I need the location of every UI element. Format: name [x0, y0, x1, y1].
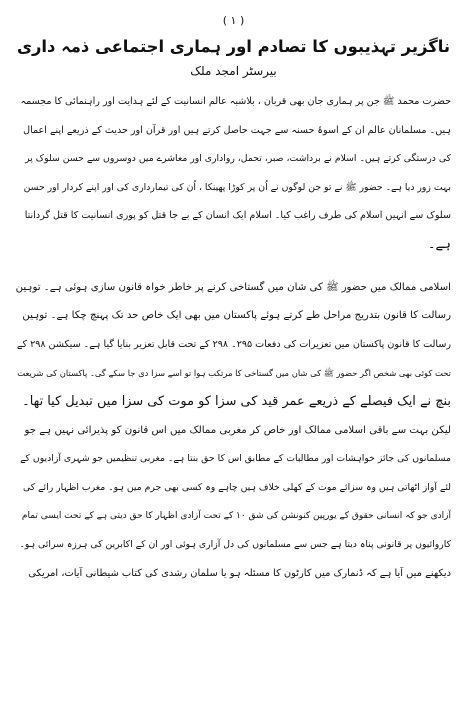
text-line: لئے آواز اٹھاتی ہیں وہ سزائے موت کے کھلی خلاف ہیں چاہے وہ کسی بھی جرم میں ہو۔ مغرب اظہار رائے کی — [22, 481, 451, 493]
text-line: مسلمانوں کی جائز خواہشات اور مطالبات کے مطابق اس کا حق بنتا ہے۔ مغربی تنظیمیں جو شہری آزادیوں کے — [20, 453, 451, 465]
text-line: کی درستگی کرتے ہیں۔ اسلام نے برداشت، صبر، تحمل، رواداری اور معاشرے میں دوسروں سے حسن سلوک پر — [25, 153, 451, 165]
author-name: بیرسٹر امجد ملک — [190, 64, 277, 78]
text-line: رسالت کا قانون پاکستان میں تعزیرات کی دفعات ۲۹۵۔ ۲۹۸ کے تحت قابل تعزیر بنایا گیا ہے۔ سیکشن ۲۹۸ کے — [16, 338, 451, 350]
text-line: دیکھنے میں آیا ہے کہ ڈنمارک میں کارٹون کا مسئلہ ہو یا سلمان رشدی کی کتاب شیطانی آیات، امریکی — [28, 567, 451, 579]
paragraph-1 — [16, 88, 451, 260]
page-number: ( ١ ) — [222, 14, 245, 27]
text-line: اسلامی ممالک میں حضور ﷺ کی شان میں گستاخی کرنے پر خاطر خواہ قانون سازی ہوئی ہے۔ توہین — [16, 281, 451, 293]
paragraph-3 — [16, 417, 451, 589]
text-line: کاروائیوں پر قانونی پناہ دیتا ہے جس سے مسلمانوں کی دل آزاری ہوئی اور ان کے اکابرین کی ہرزہ سرائی ہو۔ — [19, 538, 451, 550]
paragraph-2 — [16, 274, 451, 417]
text-line: سلوک سے انہیں اسلام کی طرف راغب کیا۔ اسلام ایک انسان کے بے جا قتل کو پوری انسانیت کا قتل گردانتا — [24, 210, 451, 222]
paragraph-gap — [16, 260, 451, 274]
text-line: رسالت کا قانون بتدریج مراحل طے کرتے ہوئے پاکستان میں بھی ایک خاص حد تک پہنچ چکا ہے۔ توہین — [22, 310, 451, 322]
text-line: حضرت محمد ﷺ جن پر ہماری جان بھی قربان ، بلاشبہ عالم انسانیت کے لئے ہدایت اور راہنمائی کا مجسمہ — [20, 96, 451, 107]
text-line: ہیں۔ مسلمانان عالم ان کے اسوۂ حسنہ سے جہت حاصل کرتے ہیں اور قرآن اور حدیث کے ذریعے اپنے اعمال — [23, 124, 451, 136]
text-line: بنچ نے ایک فیصلے کے ذریعے عمر قید کی سزا کو موت کی سزا میں تبدیل کیا تھا۔ — [22, 393, 451, 409]
text-line: لیکن بہت سے باقی اسلامی ممالک اور خاص کر مغربی ممالک میں اس قانون کو پذیرائی نہیں ہے جو — [24, 424, 451, 436]
text-line: آزادی جو کہ انسانی حقوق کے یورپین کنونشن کی شق ۱۰ کے تحت آزادی اظہار کا حق دیتی ہے کے تحت ایسی تمام — [21, 511, 451, 522]
text-line: تحت کوئی بھی شخص اگر حضور ﷺ کی شان میں گستاخی کا مرتکب ہوا تو اسے سزا دی جا سکے گی۔ پاکستان کی شریعت — [17, 368, 451, 379]
text-line: بہت زور دیا ہے۔ حضور ﷺ نے تو جن لوگوں نے اُن پر کوڑا پھینکا ، اُن کی تیمارداری کی اور اپنے کردار اور حسن — [23, 181, 451, 193]
article-title: ناگزیر تہذیبوں کا تصادم اور ہماری اجتماعی ذمہ داری — [16, 37, 451, 56]
text-line: ہے۔ — [427, 236, 451, 252]
